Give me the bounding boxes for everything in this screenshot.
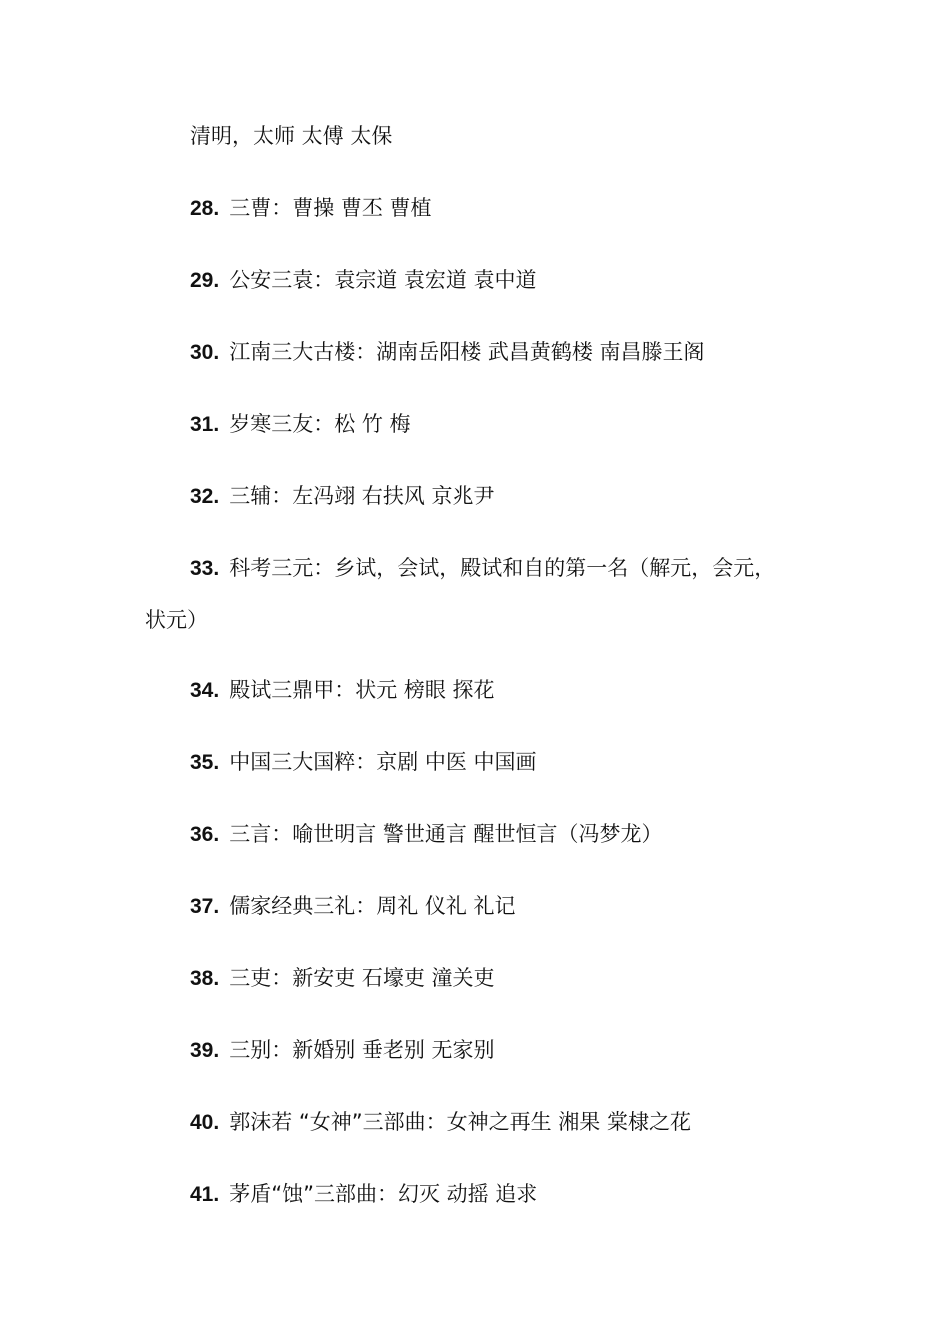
item-text: 三辅：左冯翊 右扶风 京兆尹 xyxy=(229,484,495,508)
item-number: 40. xyxy=(190,1111,220,1134)
item-text: 三吏：新安吏 石壕吏 潼关吏 xyxy=(229,966,495,990)
list-item xyxy=(190,409,411,440)
list-item xyxy=(190,553,775,584)
list-item xyxy=(190,1107,691,1138)
item-text: 公安三袁：袁宗道 袁宏道 袁中道 xyxy=(229,268,537,292)
item-text: 郭沫若 “女神”三部曲：女神之再生 湘果 棠棣之花 xyxy=(229,1110,691,1134)
item-number: 35. xyxy=(190,751,220,774)
item-number: 34. xyxy=(190,679,220,702)
list-item xyxy=(190,481,495,512)
item-text: 科考三元：乡试，会试，殿试和自的第一名（解元，会元， xyxy=(229,556,776,580)
item-number: 37. xyxy=(190,895,220,918)
list-item xyxy=(190,747,537,778)
item-text: 清明，太师 太傅 太保 xyxy=(190,124,393,148)
item-text: 岁寒三友：松 竹 梅 xyxy=(229,412,411,436)
list-item-continuation: 状元） xyxy=(145,608,208,632)
item-number: 36. xyxy=(190,823,220,846)
item-text: 三曹：曹操 曹丕 曹植 xyxy=(229,196,432,220)
item-text: 儒家经典三礼：周礼 仪礼 礼记 xyxy=(229,894,516,918)
list-item xyxy=(190,1035,495,1066)
item-number: 33. xyxy=(190,557,220,580)
item-text: 三言：喻世明言 警世通言 醒世恒言（冯梦龙） xyxy=(229,822,663,846)
list-item xyxy=(190,675,495,706)
item-number: 31. xyxy=(190,413,220,436)
item-number: 28. xyxy=(190,197,220,220)
list-item xyxy=(190,1179,537,1210)
list-item xyxy=(190,891,516,922)
list-item xyxy=(190,193,432,224)
item-number: 29. xyxy=(190,269,220,292)
item-text: 殿试三鼎甲：状元 榜眼 探花 xyxy=(229,678,495,702)
item-number: 32. xyxy=(190,485,220,508)
list-item xyxy=(190,265,537,296)
list-item xyxy=(190,963,495,994)
list-item xyxy=(190,819,663,850)
item-text: 江南三大古楼：湖南岳阳楼 武昌黄鹤楼 南昌滕王阁 xyxy=(229,340,705,364)
item-text: 中国三大国粹：京剧 中医 中国画 xyxy=(229,750,537,774)
list-item xyxy=(190,337,705,368)
list-item xyxy=(190,121,392,151)
item-number: 41. xyxy=(190,1183,220,1206)
item-text: 三别：新婚别 垂老别 无家别 xyxy=(229,1038,495,1062)
item-number: 39. xyxy=(190,1039,220,1062)
item-text: 茅盾“蚀”三部曲：幻灭 动摇 追求 xyxy=(229,1182,538,1206)
item-number: 30. xyxy=(190,341,220,364)
item-number: 38. xyxy=(190,967,220,990)
